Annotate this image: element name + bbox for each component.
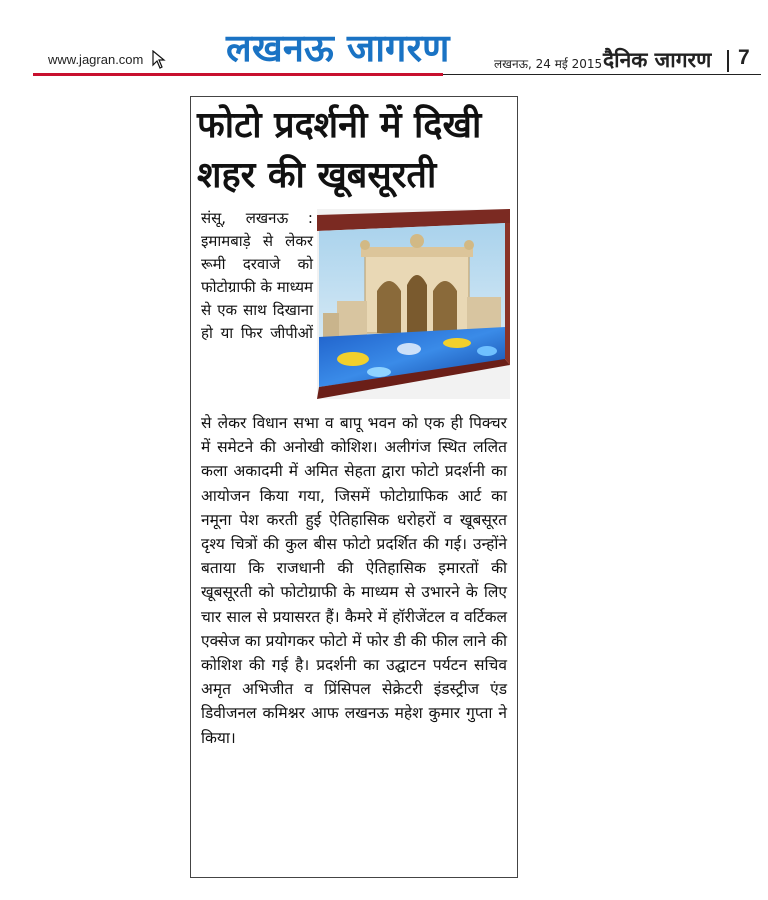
article-headline: फोटो प्रदर्शनी में दिखी शहर की खूबसूरती bbox=[197, 105, 482, 196]
header-rule-red bbox=[33, 73, 443, 76]
header-separator bbox=[727, 50, 729, 72]
header-rule-black bbox=[443, 74, 761, 75]
masthead bbox=[226, 26, 449, 70]
news-clipping bbox=[190, 96, 518, 878]
site-url[interactable]: www.jagran.com bbox=[48, 52, 144, 67]
article-body: से लेकर विधान सभा व बापू भवन को एक ही पिक्चर में समेटने की अनोखी कोशिश। अलीगंज स्थित ललित कला अकादमी में अमित सेहता द्वारा फोटो प्रदर्शनी का आयोजन किया गया, जिसमें फोटोग्राफिक आर्ट का नमूना पेश करती हुई ऐतिहासिक धरोहरों व खूबसूरत दृश्य चित्रों की कुल बीस फोटो प्रदर्शित की गई। उन्होंने बताया कि राजधानी की ऐतिहासिक इमारतों की खूबसूरती को फोटोग्राफी के माध्यम से उभारने के लिए चार साल से प्रयासरत हैं। कैमरे में हॉरीजेंटल व वर्टिकल एक्सेज का प्रयोगकर फोटो में फोर डी की फील लाने की कोशिश की गई है। प्रदर्शनी का उद्घाटन पर्यटन सचिव अमृत अभिजीत व प्रिंसिपल सेक्रेटरी इंडस्ट्रीज एंड डिवीजनल कमिश्नर आफ लखनऊ महेश कुमार गुप्ता ने किया। bbox=[201, 414, 507, 747]
exhibition-photo bbox=[317, 209, 510, 399]
newspaper-brand: दैनिक जागरण bbox=[603, 48, 712, 72]
mouse-cursor-icon bbox=[152, 50, 168, 70]
masthead-city: लखनऊ bbox=[226, 26, 334, 70]
page-number: 7 bbox=[738, 46, 750, 69]
dateline: लखनऊ, 24 मई 2015 bbox=[494, 57, 603, 71]
article-lead: संसू, लखनऊ : इमामबाड़े से लेकर रूमी दरवाजे को फोटोग्राफी के माध्यम से एक साथ दिखाना हो या फिर जीपीओं bbox=[201, 209, 313, 342]
masthead-name: जागरण bbox=[347, 26, 450, 70]
